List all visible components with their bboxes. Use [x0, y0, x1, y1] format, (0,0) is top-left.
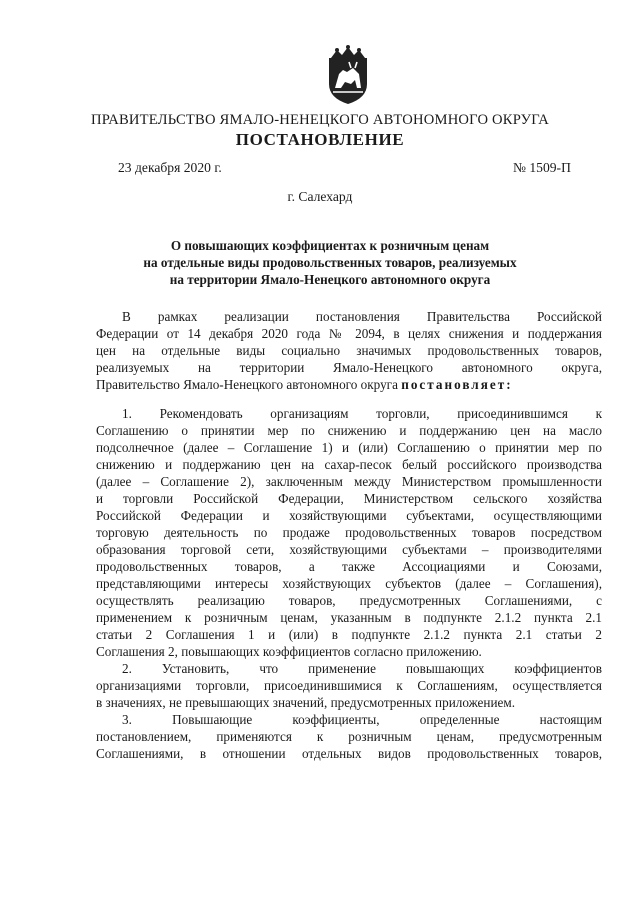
preamble-line — [96, 376, 602, 393]
item1-line: применением к розничным ценам, указанным в подпункте 2.1.2 пункта 2.1 — [96, 610, 602, 625]
item2-line: организациями торговли, присоединившимися к Соглашениям, осуществляется — [96, 678, 602, 693]
preamble-line: В рамках реализации постановления Правительства Российской — [122, 309, 602, 324]
item3-line: 3. Повышающие коэффициенты, определенные настоящим — [122, 712, 602, 727]
title-line: О повышающих коэффициентах к розничным ценам — [170, 238, 490, 253]
document-date: 23 декабря 2020 г. — [118, 160, 222, 175]
preamble-line: реализуемых на территории Ямало-Ненецкого автономного округа, — [96, 360, 602, 375]
document-number: № 1509-П — [513, 160, 571, 175]
organization-name: ПРАВИТЕЛЬСТВО ЯМАЛО-НЕНЕЦКОГО АВТОНОМНОГО ОКРУГА — [91, 112, 549, 128]
document-body — [96, 308, 602, 762]
item1-line: 1. Рекомендовать организациям торговли, присоединившимся к — [122, 406, 602, 421]
document-title — [120, 237, 540, 288]
item1-line: статьи 2 Соглашения 1 и (или) в подпункте 2.1.2 пункта 2.1 статьи 2 — [96, 627, 602, 642]
item1-line: Российской Федерации и хозяйствующими субъектами, осуществляющими — [96, 508, 602, 523]
item1-line: осуществлять реализацию товаров, предусмотренных Соглашениями, с — [96, 593, 602, 608]
resolves-word: постановляет — [401, 377, 507, 392]
item1-line: продовольственных товаров, а также Ассоциациями и Союзами, — [96, 559, 602, 574]
item1-line: (далее – Соглашение 2), заключенным между Министерством промышленности — [96, 474, 602, 489]
item1-line: Соглашению о принятии мер по снижению и поддержанию цен на масло — [96, 423, 602, 438]
preamble-prefix: Правительство Ямало-Ненецкого автономного округа — [96, 377, 402, 392]
coat-of-arms-emblem — [325, 44, 371, 106]
item2-line: в значениях, не превышающих значений, предусмотренных приложением. — [96, 695, 516, 710]
resolves-colon: : — [506, 377, 513, 392]
item1-line: Соглашения 2, повышающих коэффициентов согласно приложению. — [96, 644, 482, 659]
item1-line: подсолнечное (далее – Соглашение 1) и (или) Соглашению о принятии мер по — [96, 440, 602, 455]
item1-line: образования торговой сети, хозяйствующими субъектами – производителями — [96, 542, 602, 557]
item3-line: постановлением, применяются к розничным ценам, предусмотренным — [96, 729, 602, 744]
item3-line: Соглашениями, в отношении отдельных видов продовольственных товаров, — [96, 746, 602, 761]
document-city: г. Салехард — [287, 189, 353, 204]
item1-line: торговую деятельность по продаже продовольственных товаров посредством — [96, 525, 602, 540]
preamble-line: Федерации от 14 декабря 2020 года № 2094, в целях снижения и поддержания — [96, 326, 602, 341]
preamble-line: цен на отдельные виды социально значимых продовольственных товаров, — [96, 343, 602, 358]
item2-line: 2. Установить, что применение повышающих коэффициентов — [122, 661, 602, 676]
document-type: ПОСТАНОВЛЕНИЕ — [235, 130, 405, 149]
item1-line: снижению и поддержанию цен на сахар-песок белый российского производства — [96, 457, 602, 472]
title-line: на отдельные виды продовольственных товаров, реализуемых — [143, 255, 517, 270]
title-line: на территории Ямало-Ненецкого автономного округа — [169, 272, 491, 287]
item1-line: и торговли Российской Федерации, Министерством сельского хозяйства — [96, 491, 602, 506]
item1-line: представляющими интересы хозяйствующих субъектов (далее – Соглашения), — [96, 576, 602, 591]
